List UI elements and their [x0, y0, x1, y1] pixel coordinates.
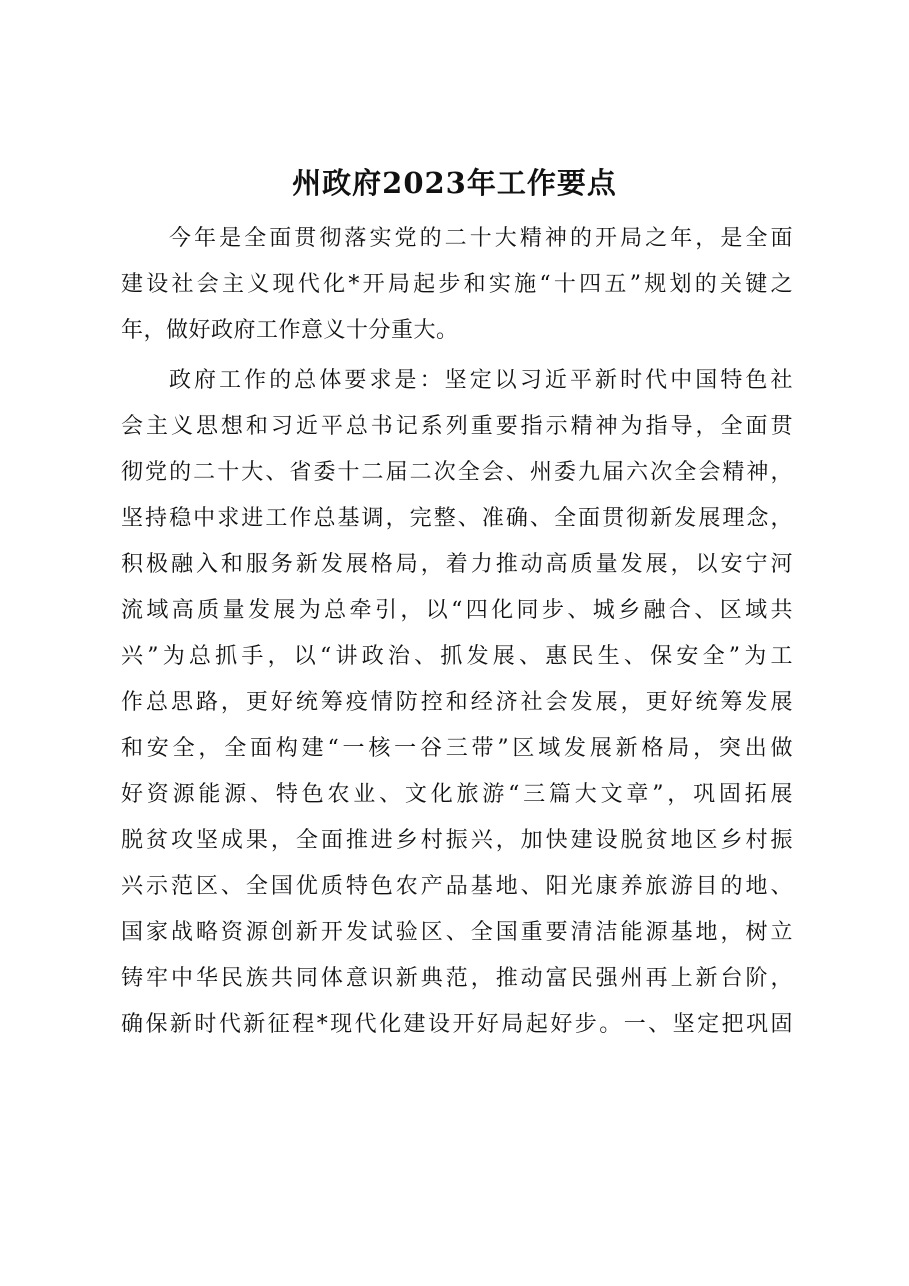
paragraph-line: 确保新时代新征程*现代化建设开好局起好步。一、坚定把巩固 — [121, 1012, 793, 1037]
paragraph-line: 积极融入和服务新发展格局，着力推动高质量发展，以安宁河 — [121, 552, 793, 577]
paragraph-requirements — [121, 358, 793, 1048]
paragraph-intro — [121, 216, 793, 354]
paragraph-line: 年，做好政府工作意义十分重大。 — [121, 318, 459, 343]
paragraph-line: 国家战略资源创新开发试验区、全国重要清洁能源基地，树立 — [121, 920, 793, 945]
paragraph-line: 建设社会主义现代化*开局起步和实施“十四五”规划的关键之 — [121, 272, 793, 297]
paragraph-line: 会主义思想和习近平总书记系列重要指示精神为指导，全面贯 — [121, 414, 793, 439]
paragraph-line: 坚持稳中求进工作总基调，完整、准确、全面贯彻新发展理念， — [121, 506, 793, 531]
paragraph-line: 彻党的二十大、省委十二届二次全会、州委九届六次全会精神， — [121, 460, 793, 485]
paragraph-line: 今年是全面贯彻落实党的二十大精神的开局之年，是全面 — [169, 226, 793, 251]
paragraph-line: 和安全，全面构建“一核一谷三带”区域发展新格局，突出做 — [121, 736, 793, 761]
paragraph-line: 流域高质量发展为总牵引，以“四化同步、城乡融合、区域共 — [121, 598, 793, 623]
paragraph-line: 铸牢中华民族共同体意识新典范，推动富民强州再上新台阶， — [121, 966, 793, 991]
paragraph-line: 兴”为总抓手，以“讲政治、抓发展、惠民生、保安全”为工 — [121, 644, 793, 669]
document-body — [121, 216, 793, 1048]
paragraph-line: 脱贫攻坚成果，全面推进乡村振兴，加快建设脱贫地区乡村振 — [121, 828, 793, 853]
paragraph-line: 好资源能源、特色农业、文化旅游“三篇大文章”，巩固拓展 — [121, 782, 793, 807]
document-title: 州政府2023年工作要点 — [292, 166, 617, 200]
paragraph-line: 政府工作的总体要求是：坚定以习近平新时代中国特色社 — [169, 368, 793, 393]
paragraph-line: 兴示范区、全国优质特色农产品基地、阳光康养旅游目的地、 — [121, 874, 793, 899]
paragraph-line: 作总思路，更好统筹疫情防控和经济社会发展，更好统筹发展 — [121, 690, 793, 715]
